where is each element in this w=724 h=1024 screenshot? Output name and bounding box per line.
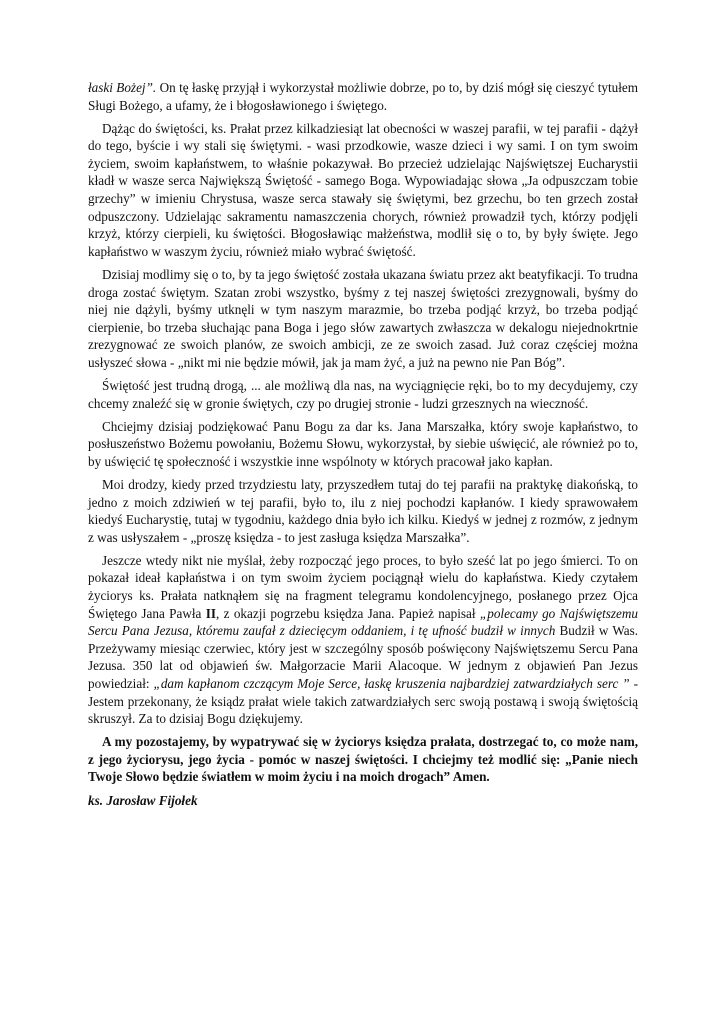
text-run: , z okazji pogrzebu księdza Jana. Papież napisał [216, 605, 480, 621]
text-run: - Jestem przekonany, że ksiądz prałat wiele takich zatwardziałych serc swoją postawą i swoją świętością skruszył. Za to dzisiaj Bogu dziękujemy. [88, 676, 638, 727]
text-run: Moi drodzy, kiedy przed trzydziestu laty, przyszedłem tutaj do tej parafii na praktykę diakońską, to jedno z moich zdziwień w tej parafii, było to, ilu z niej pochodzi kapłanów. I kiedy sprawowałem kiedyś Eucharystię, tutaj w tygodniu, każdego dnia było ich kilku. Kiedyś w jednej z rozmów, z jednym z was usłyszałem - „proszę księdza - to jest zasługa księdza Marszałka”. [88, 476, 638, 545]
paragraph [88, 476, 638, 546]
document-body [88, 79, 638, 786]
bold-run: II [205, 605, 217, 621]
italic-run: „dam kapłanom czczącym Moje Serce, łaskę kruszenia najbardziej zatwardziałych serc ” [153, 676, 630, 691]
paragraph [88, 79, 638, 114]
paragraph [88, 377, 638, 412]
text-run: Dążąc do świętości, ks. Prałat przez kilkadziesiąt lat obecności w waszej parafii, w tej parafii - dążył do tego, byście i wy stali się świętymi. - wasi przodkowie, wasze dzieci i wy sami. I on tym swoim życiem, swoim kapłaństwem, to właśnie pokazywał. Bo przecież udzielając Najświętszej Eucharystii kładł w wasze serca Największą Świętość - samego Boga. Wypowiadając słowa „Ja odpuszczam tobie grzechy” w imieniu Chrystusa, wasze serca stawały się świętymi, bez grzechu, bo ten grzech został odpuszczony. Udzielając sakramentu namaszczenia chorych, również prowadził tych, którzy podjęli krzyż, którzy cierpieli, ku świętości. Błogosławiąc małżeństwa, modlił się o to, by były święte. Jego kapłaństwo w waszym życiu, również miało wybrać świętość. [88, 120, 638, 259]
paragraph [88, 552, 638, 728]
text-run: Dzisiaj modlimy się o to, by ta jego świętość została ukazana światu przez akt beatyfikacji. To trudna droga zostać świętym. Szatan zrobi wszystko, byśmy z tej naszej świętości zrezygnowali, byśmy do niej nie dążyli, byśmy utknęli w tym naszym marazmie, bo trzeba podjąć krzyż, bo trzeba podjąć cierpienie, bo trzeba słuchając pana Boga i jego słów zawartych zwłaszcza w dekalogu niejednokrtnie zrezygnować ze swoich planów, ze swoich ambicji, ze ze swoich zasad. Już coraz częściej można usłyszeć słowa - „nikt mi nie będzie mówił, jak ja mam żyć, a już na pewno nie Pan Bóg”. [88, 266, 638, 370]
paragraph [88, 266, 638, 372]
document-page [88, 79, 638, 815]
paragraph [88, 418, 638, 471]
text-run: Budził w Was. Przeżywamy miesiąc czerwiec, który jest w szczególny sposób poświęcony Najświętszemu Sercu Pana Jezusa. 350 lat od objawień św. Małgorzacie Marii Alacoque. W jednym z objawień Pan Jezus powiedział: [88, 623, 638, 691]
text-run: Świętość jest trudną drogą, ... ale możliwą dla nas, na wyciągnięcie ręki, bo to my decydujemy, czy chcemy znaleźć się w gronie świętych, czy po drugiej stronie - ludzi grzesznych na wieczność. [88, 378, 638, 411]
text-run: On tę łaskę przyjął i wykorzystał możliwie dobrze, po to, by dziś mógł się cieszyć tytułem Sługi Bożego, a ufamy, że i błogosławionego i świętego. [88, 80, 638, 113]
italic-run: „polecamy go Najświętszemu Sercu Pana Jezusa, któremu zaufał z dziecięcym oddaniem, i tę ufność budził w innych [88, 605, 639, 639]
text-run: Chciejmy dzisiaj podziękować Panu Bogu za dar ks. Jana Marszałka, który swoje kapłaństwo, to posłuszeństwo Bożemu powołaniu, Bożemu Słowu, wykorzystał, by siebie uświęcić, ale również po to, by uświęcić tę społeczność i wszystkie inne wspólnoty w których pracował jako kapłan. [88, 418, 638, 469]
author-signature: ks. Jarosław Fijołek [88, 792, 198, 808]
italic-run: łaski Bożej”. [88, 80, 157, 95]
paragraph [88, 733, 638, 786]
paragraph [88, 120, 638, 261]
text-run: A my pozostajemy, by wypatrywać się w życiorys księdza prałata, dostrzegać to, co może nam, z jego życiorysu, jego życia - pomóc w naszej świętości. I chciejmy też modlić się: „Panie niech Twoje Słowo będzie światłem w moim życiu i na moich drogach” Amen. [88, 734, 638, 785]
text-run: Jeszcze wtedy nikt nie myślał, żeby rozpocząć jego proces, to było sześć lat po jego śmierci. To on pokazał ideał kapłaństwa i on tym swoim życiem pociągnął wielu do kapłaństwa. Kiedy czytałem życiorys ks. Prałata natknąłem się na fragment telegramu kondolencyjnego, posłanego przez Ojca Świętego Jana Pawła [88, 552, 638, 621]
